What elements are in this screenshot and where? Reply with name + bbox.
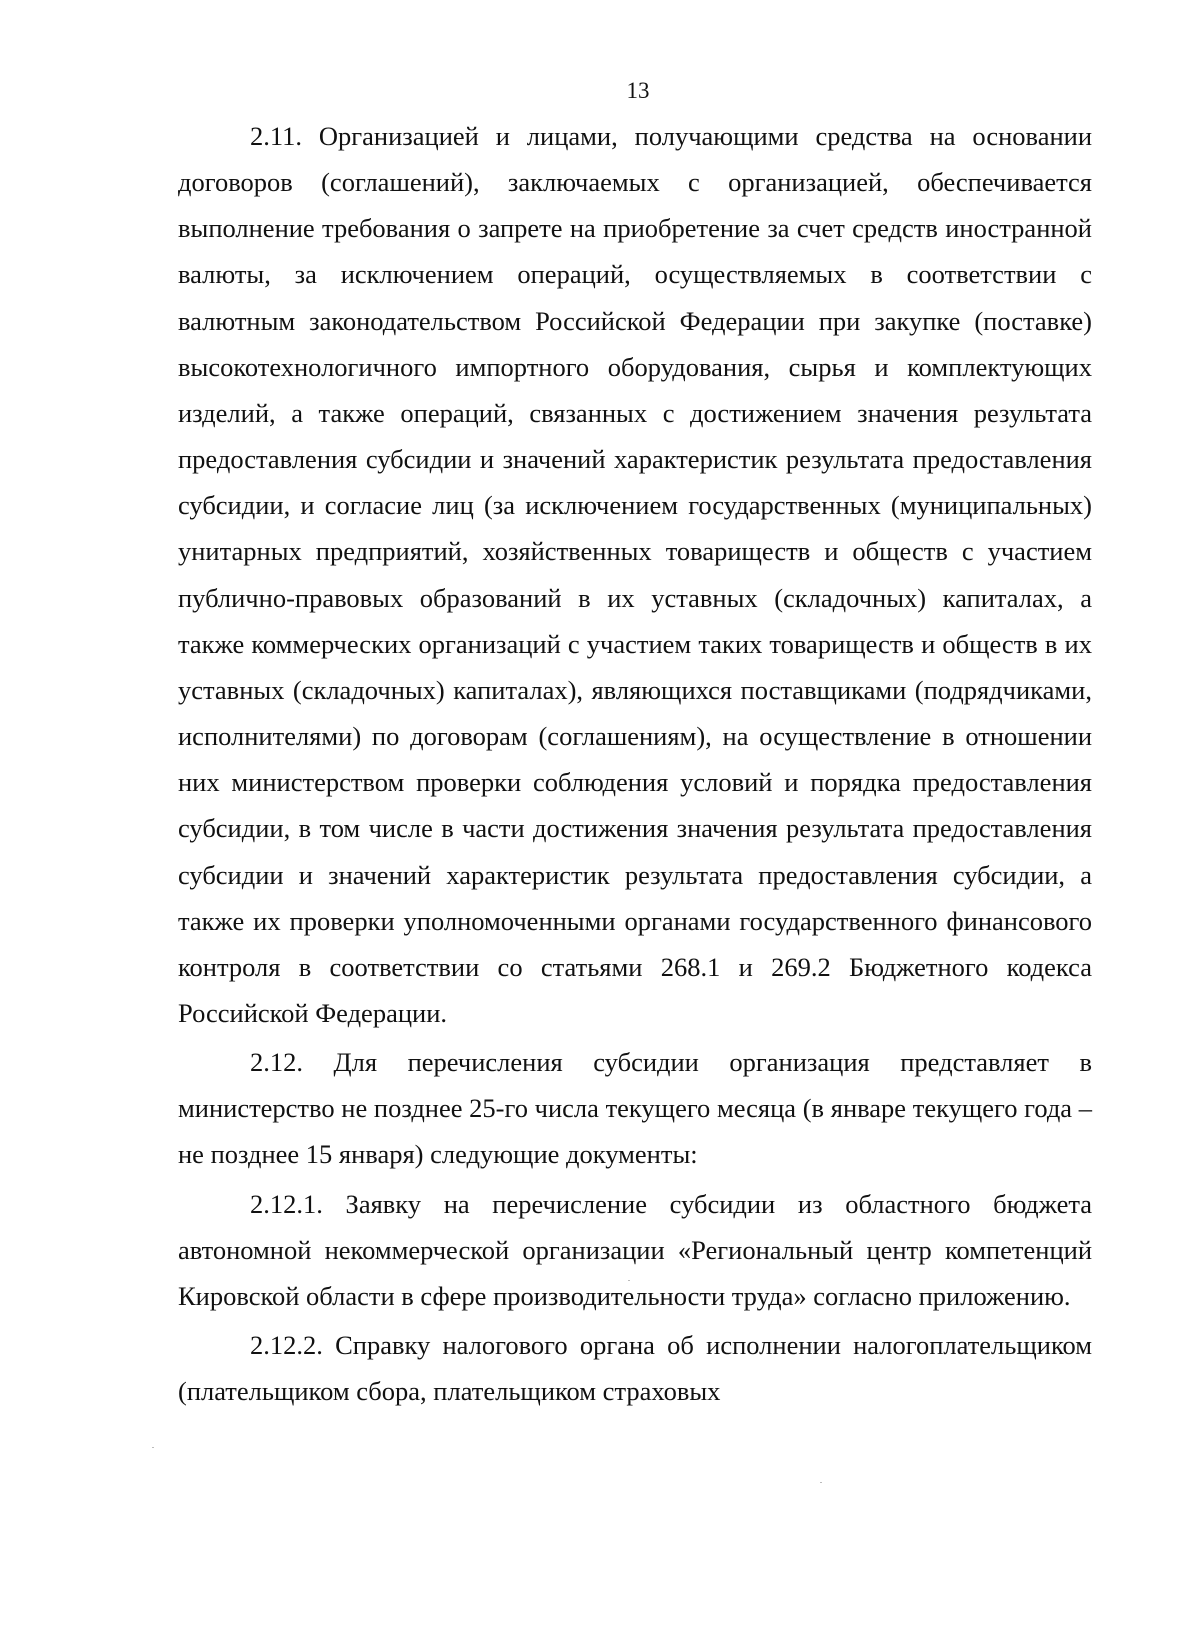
scan-speck xyxy=(628,1280,630,1281)
paragraph-2-11: 2.11. Организацией и лицами, получающими средства на основании договоров (соглашений), заключаемых с организацией, обеспечивается выполнение требования о запрете на приобретение за счет средств иностранной валюты, за исключением операций, осуществляемых в соответствии с валютным законодательством Российской Федерации при закупке (поставке) высокотехнологичного импортного оборудования, сырья и комплектующих изделий, а также операций, связанных с достижением значения результата предоставления субсидии и значений характеристик результата предоставления субсидии, и согласие лиц (за исключением государственных (муниципальных) унитарных предприятий, хозяйственных товариществ и обществ с участием публично-правовых образований в их уставных (складочных) капиталах, а также коммерческих организаций с участием таких товариществ и обществ в их уставных (складочных) капиталах), являющихся поставщиками (подрядчиками, исполнителями) по договорам (соглашениям), на осуществление в отношении них министерством проверки соблюдения условий и порядка предоставления субсидии, в том числе в части достижения значения результата предоставления субсидии и значений характеристик результата предоставления субсидии, а также их проверки уполномоченными органами государственного финансового контроля в соответствии со статьями 268.1 и 269.2 Бюджетного кодекса Российской Федерации. xyxy=(178,121,1092,1028)
paragraph-2-12-2: 2.12.2. Справку налогового органа об исполнении налогоплательщиком (плательщиком сбора, плательщиком страховых xyxy=(178,1330,1092,1407)
paragraph-2-12-1: 2.12.1. Заявку на перечисление субсидии из областного бюджета автономной некоммерческой организации «Региональный центр компетенций Кировской области в сфере производительности труда» согласно приложению. xyxy=(178,1188,1092,1311)
page-number: 13 xyxy=(626,78,650,103)
paragraph-2-12: 2.12. Для перечисления субсидии организация представляет в министерство не позднее 25-го числа текущего месяца (в январе текущего года – не позднее 15 января) следующие документы: xyxy=(178,1047,1092,1170)
scan-speck xyxy=(152,1447,154,1448)
document-body xyxy=(178,113,1092,1414)
scan-speck xyxy=(820,1482,822,1483)
